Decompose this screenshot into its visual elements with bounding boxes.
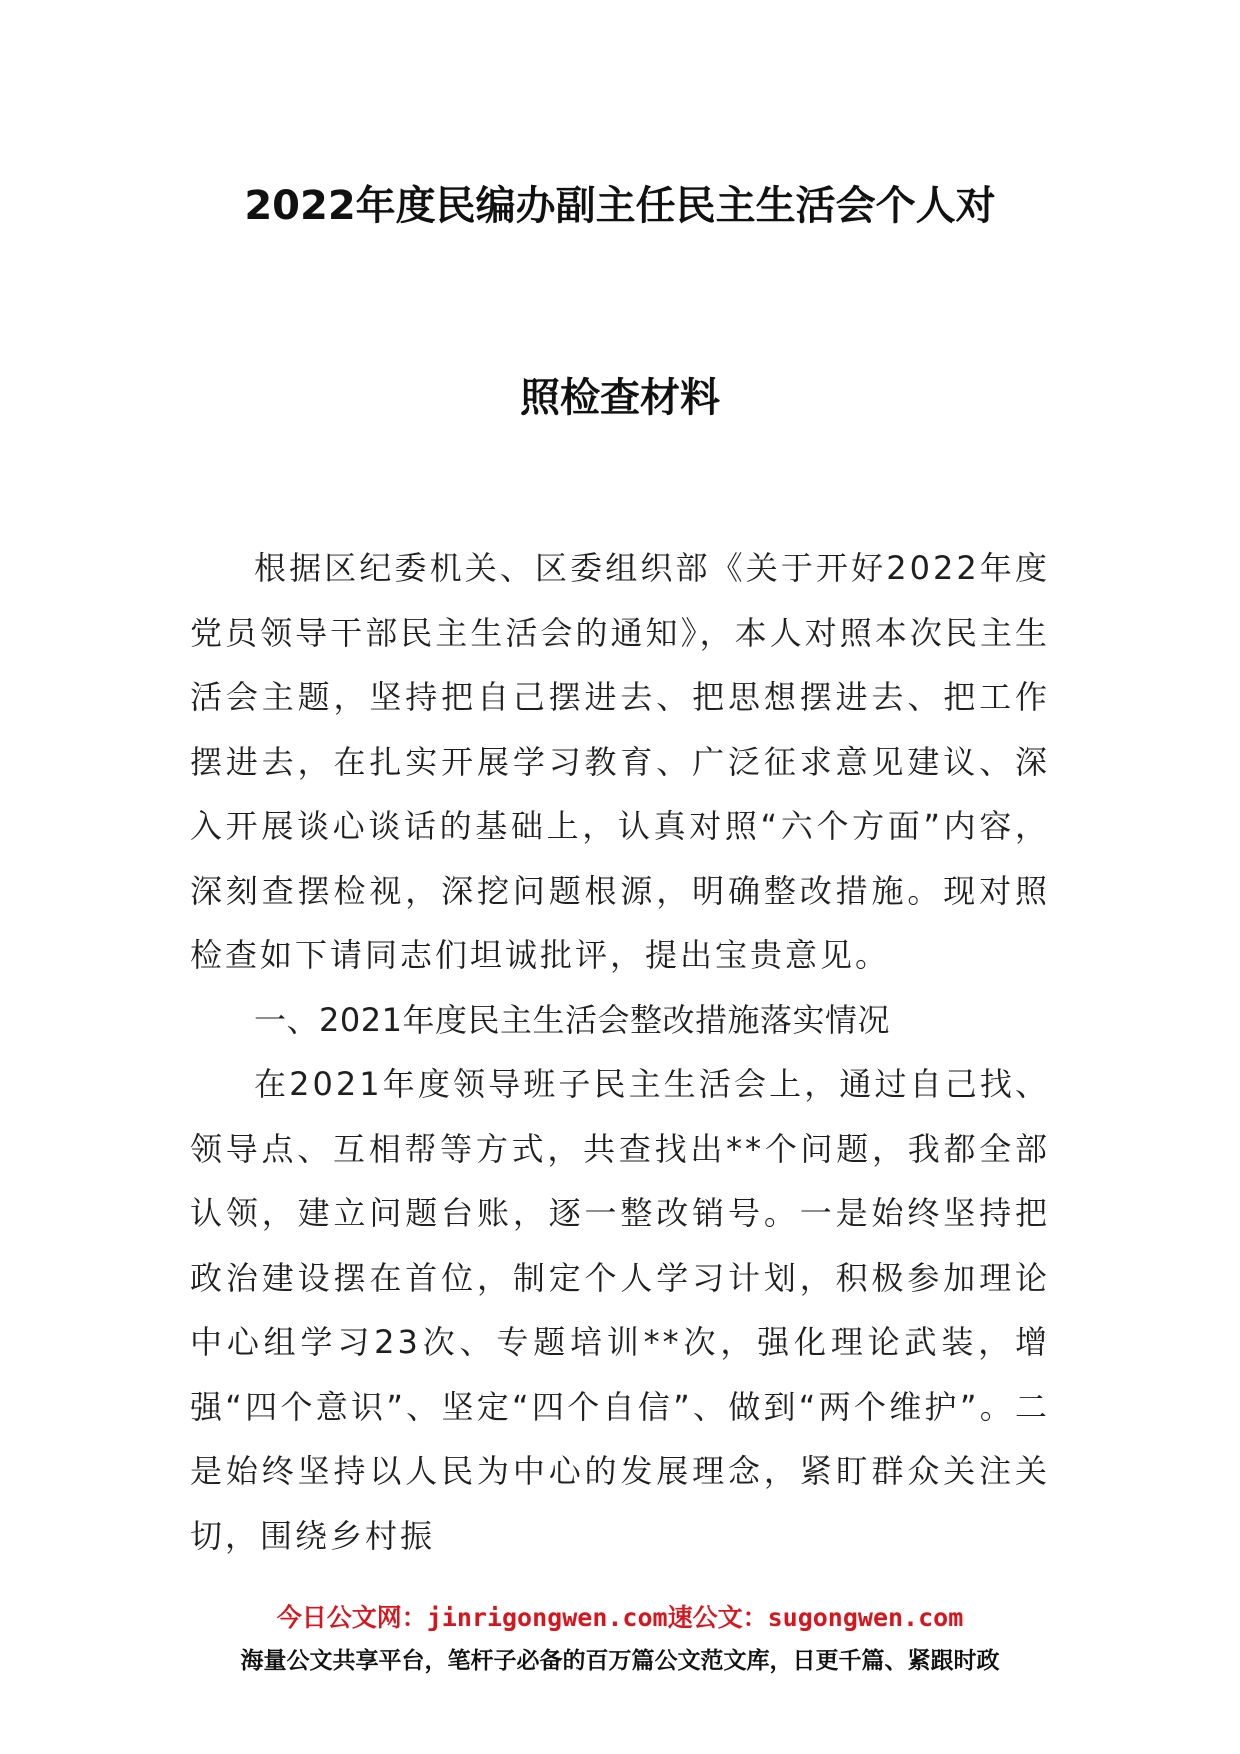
footer-site2-url[interactable]: sugongwen.com: [767, 1603, 964, 1632]
footer-site1-url[interactable]: jinrigongwen.com: [426, 1603, 668, 1632]
footer-site1-name: 今日公文网：: [276, 1603, 427, 1632]
intro-paragraph: 根据区纪委机关、区委组织部《关于开好2022年度党员领导干部民主生活会的通知》，本人对照本次民主生活会主题，坚持把自己摆进去、把思想摆进去、把工作摆进去，在扎实开展学习教育、广泛征求意见建议、深入开展谈心谈话的基础上，认真对照“六个方面”内容，深刻查摆检视，深挖问题根源，明确整改措施。现对照检查如下请同志们坦诚批评，提出宝贵意见。: [190, 549, 1050, 974]
footer-slogan: 海量公文共享平台，笔杆子必备的百万篇公文范文库，日更千篇、紧跟时政: [240, 1648, 1000, 1674]
section-heading-1: 一、2021年度民主生活会整改措施落实情况: [254, 1000, 890, 1039]
section-1-paragraph: 在2021年度领导班子民主生活会上，通过自己找、领导点、互相帮等方式，共查找出**个问题，我都全部认领，建立问题台账，逐一整改销号。一是始终坚持把政治建设摆在首位，制定个人学习计划，积极参加理论中心组学习23次、专题培训**次，强化理论武装，增强“四个意识”、坚定“四个自信”、做到“两个维护”。二是始终坚持以人民为中心的发展理念，紧盯群众关注关切，围绕乡村振: [190, 1065, 1050, 1555]
document-body: [190, 536, 1050, 1568]
document-title-line-1: 2022年度民编办副主任民主生活会个人对: [244, 183, 996, 229]
footer-sites: [0, 1600, 1240, 1636]
footer-site2-name: 速公文：: [667, 1603, 768, 1632]
document-title-line-2: 照检查材料: [520, 375, 720, 421]
